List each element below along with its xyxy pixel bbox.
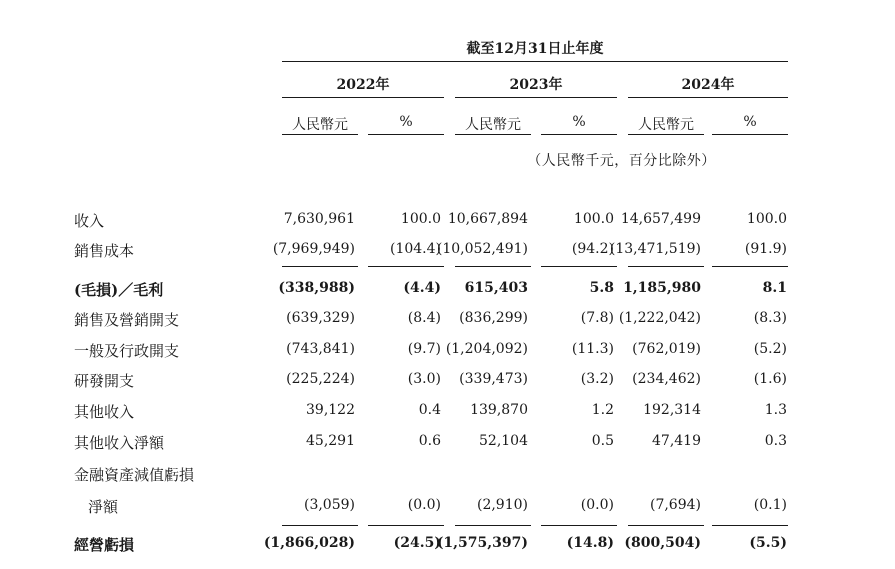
cell-pct-2024: 8.1 (762, 280, 787, 296)
year-2024: 2024年 (681, 77, 735, 93)
cell-pct-2024: 100.0 (746, 211, 787, 227)
cell-pct-2023: 100.0 (573, 211, 614, 227)
cell-pct-2022: (104.4) (389, 241, 441, 257)
cell-amount-2023: 139,870 (470, 402, 528, 418)
cell-pct-2023: 5.8 (589, 280, 614, 296)
subtotal-rule (282, 266, 358, 267)
col-amount-2023: 人民幣元 (465, 117, 521, 133)
cell-amount-2023: (339,473) (459, 371, 528, 387)
cell-pct-2023: (94.2) (571, 241, 614, 257)
subtotal-rule (541, 525, 617, 526)
sub-rule (541, 134, 617, 135)
cell-pct-2024: 0.3 (764, 433, 787, 449)
cell-amount-2023: (2,910) (476, 497, 528, 513)
cell-pct-2022: (3.0) (407, 371, 441, 387)
year-rule-2023 (455, 97, 617, 98)
cell-amount-2022: 39,122 (306, 402, 355, 418)
cell-pct-2022: (9.7) (407, 341, 441, 357)
header-rule (282, 61, 788, 62)
cell-pct-2024: (8.3) (753, 310, 787, 326)
col-amount-2024: 人民幣元 (638, 117, 694, 133)
cell-amount-2024: 192,314 (643, 402, 701, 418)
cell-pct-2022: (8.4) (407, 310, 441, 326)
cell-amount-2023: (836,299) (459, 310, 528, 326)
subtotal-rule (712, 525, 788, 526)
year-rule-2022 (282, 97, 444, 98)
cell-amount-2022: (639,329) (286, 310, 355, 326)
cell-pct-2022: (0.0) (407, 497, 441, 513)
cell-amount-2023: 615,403 (464, 280, 528, 296)
cell-amount-2024: 47,419 (652, 433, 701, 449)
cell-amount-2022: (743,841) (286, 341, 355, 357)
cell-amount-2024: (7,694) (649, 497, 701, 513)
cell-pct-2023: (11.3) (571, 341, 614, 357)
cell-pct-2023: 1.2 (591, 402, 614, 418)
cell-amount-2024: (234,462) (632, 371, 701, 387)
cell-pct-2024: (5.2) (753, 341, 787, 357)
cell-amount-2023: (1,204,092) (445, 341, 528, 357)
row-label: 金融資產減值虧損 (74, 466, 195, 484)
sub-rule (712, 134, 788, 135)
cell-pct-2023: (3.2) (580, 371, 614, 387)
cell-amount-2022: (1,866,028) (263, 535, 355, 551)
subtotal-rule (455, 525, 531, 526)
sub-rule (455, 134, 531, 135)
subtotal-rule (368, 525, 444, 526)
year-2022: 2022年 (336, 77, 390, 93)
row-label: 其他收入 (74, 403, 135, 421)
subtotal-rule (368, 266, 444, 267)
subtotal-rule (541, 266, 617, 267)
cell-pct-2023: (0.0) (580, 497, 614, 513)
cell-amount-2023: (1,575,397) (436, 535, 528, 551)
cell-amount-2024: (13,471,519) (609, 241, 701, 257)
cell-pct-2022: 0.4 (418, 402, 441, 418)
cell-amount-2022: (225,224) (286, 371, 355, 387)
cell-amount-2023: 10,667,894 (447, 211, 528, 227)
row-label: (毛損)／毛利 (74, 281, 164, 299)
cell-amount-2023: 52,104 (479, 433, 528, 449)
sub-rule (628, 134, 704, 135)
row-label: 收入 (74, 212, 105, 230)
cell-amount-2024: 1,185,980 (623, 280, 701, 296)
cell-amount-2024: 14,657,499 (620, 211, 701, 227)
row-label: 其他收入淨額 (74, 434, 165, 452)
cell-amount-2022: (7,969,949) (272, 241, 355, 257)
row-label: 淨額 (88, 498, 119, 516)
year-2023: 2023年 (509, 77, 563, 93)
cell-pct-2024: (5.5) (749, 535, 787, 551)
cell-pct-2022: 100.0 (400, 211, 441, 227)
col-pct-2023: % (572, 114, 586, 130)
cell-pct-2024: 1.3 (764, 402, 787, 418)
sub-rule (368, 134, 444, 135)
col-pct-2022: % (399, 114, 413, 130)
subtotal-rule (628, 266, 704, 267)
row-label: 研發開支 (74, 372, 135, 390)
cell-amount-2022: (338,988) (278, 280, 355, 296)
subtotal-rule (282, 525, 358, 526)
cell-amount-2022: 7,630,961 (283, 211, 355, 227)
subtotal-rule (455, 266, 531, 267)
year-rule-2024 (628, 97, 788, 98)
cell-pct-2023: (7.8) (580, 310, 614, 326)
cell-pct-2024: (1.6) (753, 371, 787, 387)
col-pct-2024: % (743, 114, 757, 130)
row-label: 一般及行政開支 (74, 342, 180, 360)
cell-pct-2022: 0.6 (418, 433, 441, 449)
cell-pct-2024: (91.9) (744, 241, 787, 257)
col-amount-2022: 人民幣元 (292, 117, 348, 133)
row-label: 經營虧損 (74, 536, 135, 554)
cell-pct-2022: (4.4) (403, 280, 441, 296)
row-label: 銷售及營銷開支 (74, 311, 180, 329)
cell-amount-2024: (800,504) (624, 535, 701, 551)
unit-note: （人民幣千元，百分比除外） (527, 153, 716, 169)
cell-pct-2023: (14.8) (566, 535, 614, 551)
subtotal-rule (628, 525, 704, 526)
cell-pct-2022: (24.5) (393, 535, 441, 551)
cell-pct-2023: 0.5 (591, 433, 614, 449)
sub-rule (282, 134, 358, 135)
cell-amount-2024: (762,019) (632, 341, 701, 357)
cell-amount-2022: 45,291 (306, 433, 355, 449)
cell-amount-2022: (3,059) (303, 497, 355, 513)
cell-pct-2024: (0.1) (753, 497, 787, 513)
cell-amount-2023: (10,052,491) (436, 241, 528, 257)
row-label: 銷售成本 (74, 242, 135, 260)
period-title: 截至12月31日止年度 (466, 41, 604, 57)
subtotal-rule (712, 266, 788, 267)
cell-amount-2024: (1,222,042) (618, 310, 701, 326)
